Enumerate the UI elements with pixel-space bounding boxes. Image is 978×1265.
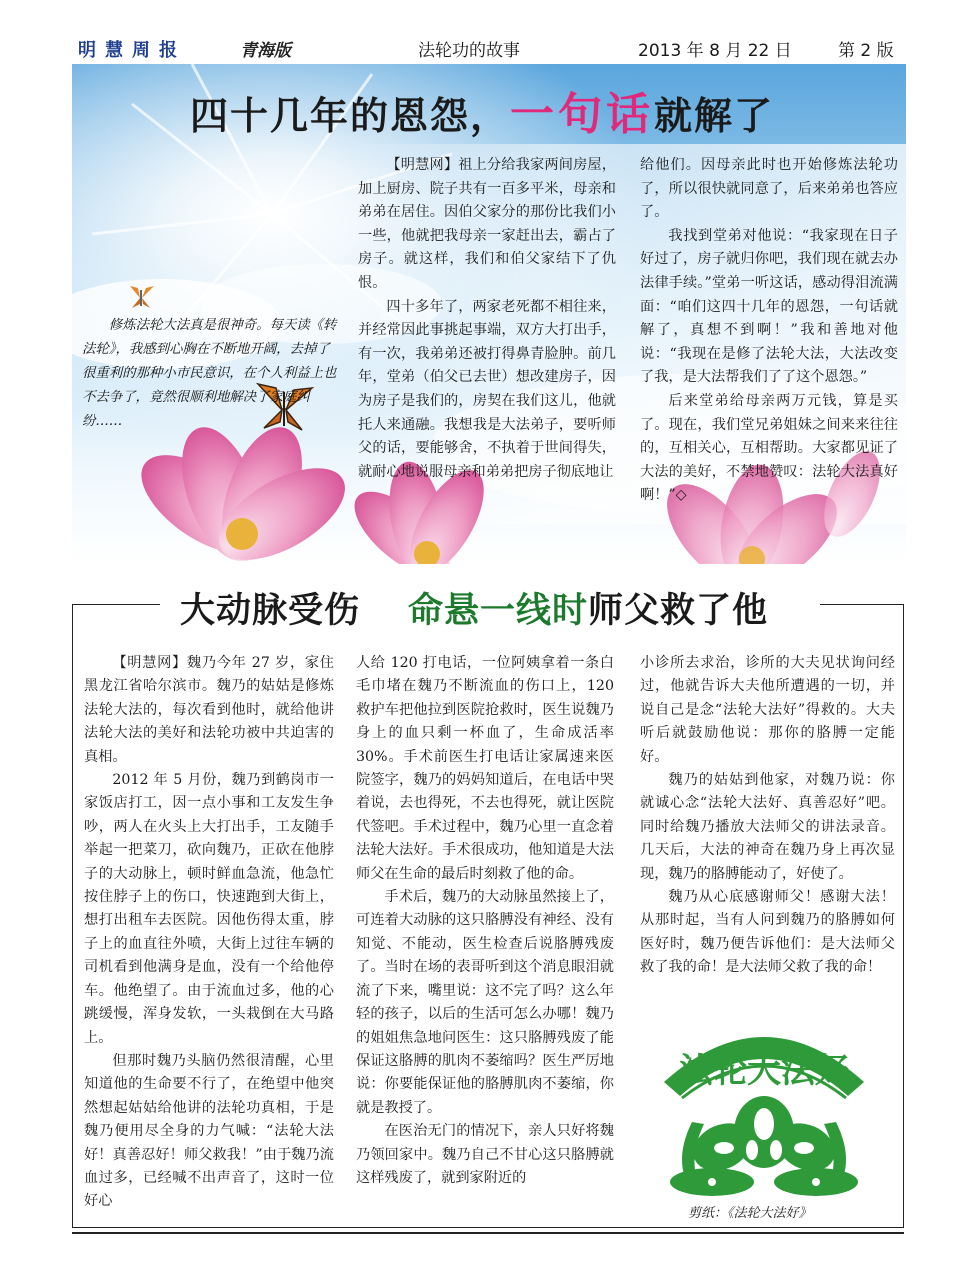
paragraph: 后来堂弟给母亲两万元钱，算是买了。现在，我们堂兄弟姐妹之间来来往往的，互相关心，互相帮助。大家都见证了大法的美好，不禁地赞叹：法轮大法真好啊！”◇ <box>640 392 898 504</box>
paragraph: 小诊所去求治，诊所的大夫见状询问经过，他就告诉大夫他所遭遇的一切，并说自己是念“法轮大法好”得救的。大夫听后就鼓励他说：那你的胳膊一定能好。 <box>640 655 895 765</box>
edition-label: 青海版 <box>240 41 291 61</box>
page-number: 第 2 版 <box>838 41 894 61</box>
paragraph: 在医治无门的情况下，亲人只好将魏乃领回家中。魏乃自己不甘心这只胳膊就这样残废了，就到家附近的 <box>356 1123 614 1186</box>
article2-title-part-a: 大动脉受伤 <box>180 590 361 631</box>
article1-lead-caption: 修炼法轮大法真是很神奇。每天读《转法轮》，我感到心胸在不断地开阔，去掉了很重利的那种小市民意识，在个人利益上也不去争了，竟然很顺利地解决了家庭纠纷…… <box>82 318 337 429</box>
paragraph: 【明慧网】祖上分给我家两间房屋，加上厨房、院子共有一百多平米，母亲和弟弟在居住。因伯父家分的那份比我们小一些，他就把我母亲一家赶出去，霸占了房子。就这样，我们和伯父家结下了仇恨。 <box>358 157 616 291</box>
papercut-text: 法轮大法好 <box>679 1051 849 1091</box>
footer-rule <box>72 1232 904 1234</box>
article2-title-part-c: 师父救了他 <box>588 590 769 631</box>
article2-column-1 <box>84 652 334 1214</box>
article2-column-2 <box>356 652 614 1190</box>
page-header <box>72 30 904 66</box>
paragraph: 魏乃的姑姑到他家，对魏乃说：你就诚心念“法轮大法好、真善忍好”吧。同时给魏乃播放大法师父的讲法录音。几天后，大法的神奇在魏乃身上再次显现，魏乃的胳膊能动了，好使了。 <box>640 772 895 882</box>
paragraph: 我找到堂弟对他说：“我家现在日子好过了，房子就归你吧，我们现在就去办法律手续。”堂弟一听这话，感动得泪流满面：“咱们这四十几年的恩怨，一句话就解了，真想不到啊！”我和善地对他说：“我现在是修了法轮大法，大法改变了我，是大法帮我们了了这个恩怨。” <box>640 227 898 386</box>
article1-column-1 <box>358 154 616 484</box>
papercut-illustration <box>652 1012 876 1202</box>
article1-title-part-c: 就解了 <box>654 93 775 138</box>
article2-column-3 <box>640 652 895 980</box>
paragraph: 魏乃从心底感谢师父！感谢大法！从那时起，当有人问到魏乃的胳膊如何医好时，魏乃便告诉他们：是大法师父救了我的命！是大法师父救了我的命！ <box>640 889 895 976</box>
article2-title-part-b: 命悬一线时 <box>408 590 589 631</box>
paragraph: 手术后，魏乃的大动脉虽然接上了，可连着大动脉的这只胳膊没有神经、没有知觉、不能动，医生检查后说胳膊残废了。当时在场的表哥听到这个消息眼泪就流了下来，嘴里说：这不完了吗？这么年轻的孩子，以后的生活可怎么办哪！魏乃的姐姐焦急地问医生：这只胳膊残废了能保证这胳膊的肌肉不萎缩吗？医生严厉地说：你要能保证他的胳膊肌肉不萎缩，你就是教授了。 <box>356 889 614 1116</box>
paragraph: 四十多年了，两家老死都不相往来，并经常因此事挑起事端，双方大打出手，有一次，我弟弟还被打得鼻青脸肿。前几年，堂弟（伯父已去世）想改建房子，因为房子是我们的，房契在我们这儿，他就托人来通融。我想我是大法弟子，要听师父的话，要能够舍，不执着于世间得失，就耐心地说服母亲和弟弟把房子彻底地让 <box>358 298 616 480</box>
paragraph: 但那时魏乃头脑仍然很清醒，心里知道他的生命要不行了，在绝望中他突然想起姑姑给他讲的法轮功真相，于是魏乃便用尽全身的力气喊：“法轮大法好！真善忍好！师父救我！”由于魏乃流血过多，已经喊不出声音了，这时一位好心 <box>84 1052 334 1210</box>
paragraph: 【明慧网】魏乃今年 27 岁，家住黑龙江省哈尔滨市。魏乃的姑姑是修炼法轮大法的，每次看到他时，就给他讲法轮大法的美好和法轮功被中共迫害的真相。 <box>84 655 334 765</box>
newspaper-brand: 明慧周报 <box>78 40 186 61</box>
article1-title <box>190 78 774 142</box>
papercut-caption: 剪纸：《法轮大法好》 <box>688 1206 812 1221</box>
issue-date: 2013 年 8 月 22 日 <box>638 41 792 61</box>
papercut-flower-icon <box>652 1012 876 1202</box>
article1-column-2 <box>640 154 898 508</box>
paragraph: 2012 年 5 月份，魏乃到鹤岗市一家饭店打工，因一点小事和工友发生争吵，两人在火头上大打出手，工友随手举起一把菜刀，砍向魏乃，正砍在他脖子的大动脉上，顿时鲜血急流，他急忙按住脖子上的伤口，快速跑到大街上，想打出租车去医院。因他伤得太重，脖子上的血直往外喷，大街上过往车辆的司机看到他满身是血，没有一个给他停车。他绝望了。由于流血过多，他的心跳缓慢，浑身发软，一头栽倒在大马路上。 <box>84 772 334 1046</box>
paragraph: 人给 120 打电话，一位阿姨拿着一条白毛巾堵在魏乃不断流血的伤口上，120 救护车把他拉到医院抢救时，医生说魏乃身上的血只剩一杯血了，生命成活率 30%。手术前医生打电话让家属速来医院签字，魏乃的妈妈知道后，在电话中哭着说，去也得死，不去也得死，就让医院代签吧。手术过程中，魏乃心里一直念着法轮大法好。手术很成功，他知道是大法师父在生命的最后时刻救了他的命。 <box>356 655 614 882</box>
article1-title-part-b: 一句话 <box>510 89 655 140</box>
article2-title <box>180 583 768 633</box>
section-label: 法轮功的故事 <box>418 41 520 61</box>
paragraph: 给他们。因母亲此时也开始修炼法轮功了，所以很快就同意了，后来弟弟也答应了。 <box>640 157 898 221</box>
article1-title-part-a: 四十几年的恩怨， <box>190 93 511 138</box>
